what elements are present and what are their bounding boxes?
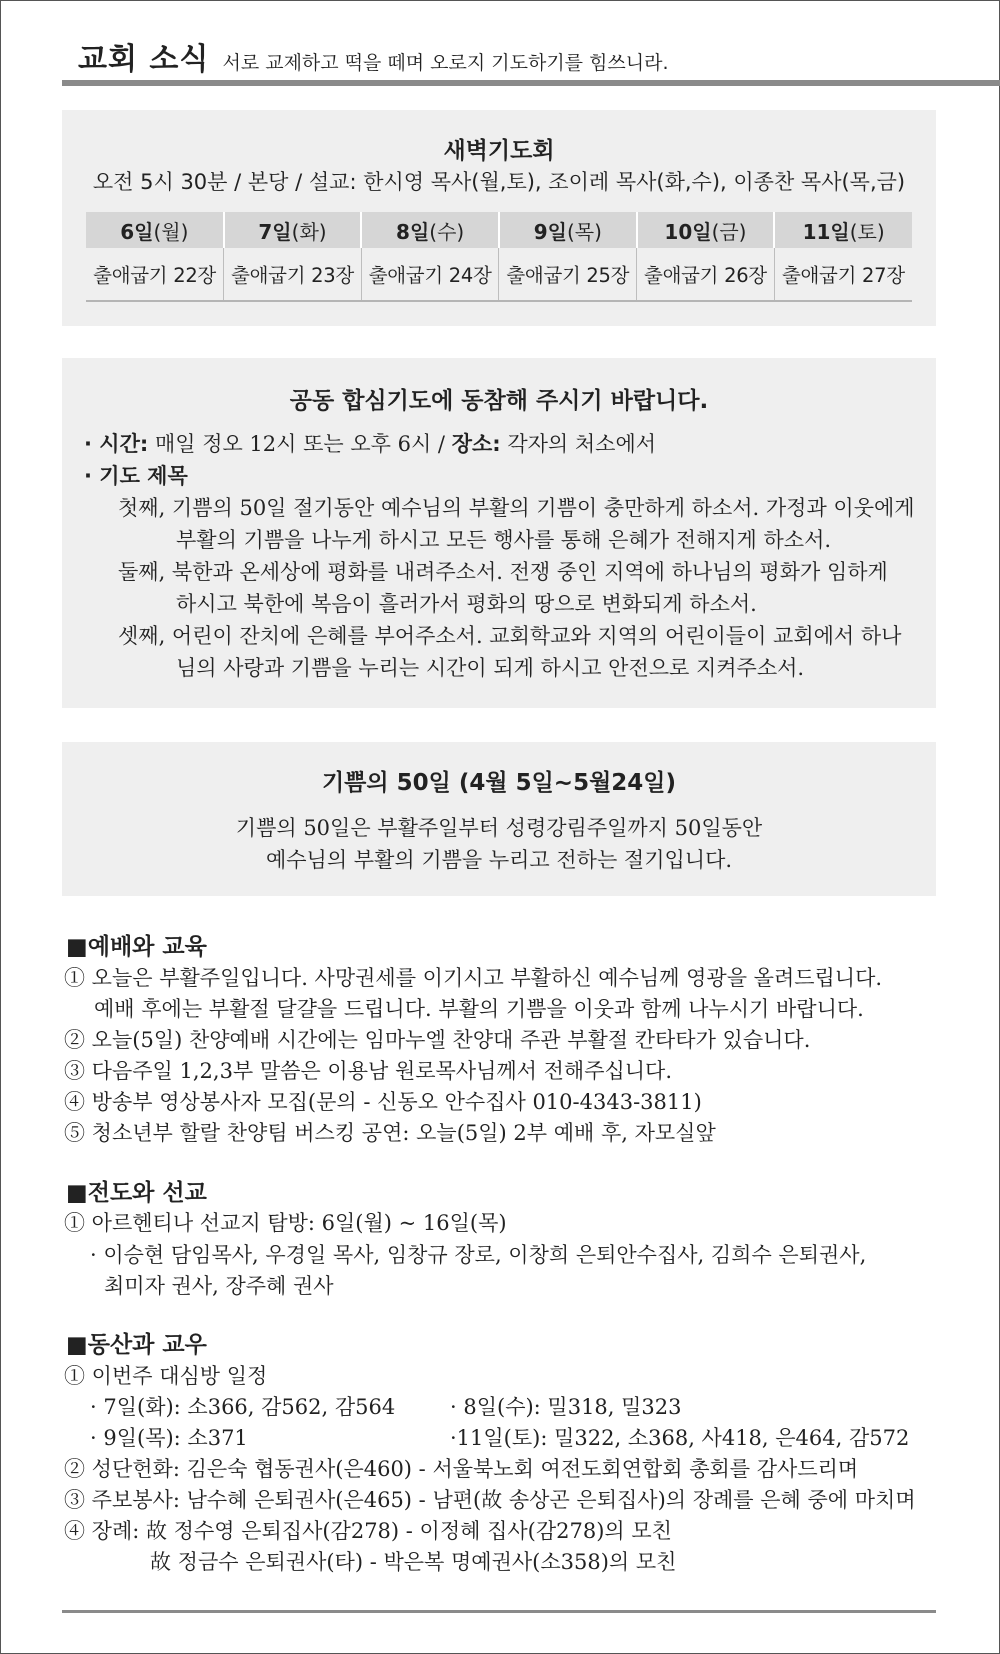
joint-prayer-title: 공동 합심기도에 동참해 주시기 바랍니다.: [289, 388, 709, 414]
schedule-day-header: 7일(화): [224, 212, 362, 248]
schedule-reading-cell: 출애굽기 22장: [86, 248, 224, 301]
fellowship-item-2: ② 성단헌화: 김은숙 협동권사(은460) - 서울북노회 여전도회연합회 총회를 감사드리며: [64, 1457, 859, 1481]
mission-members: · 이승현 담임목사, 우경일 목사, 임창규 장로, 이창희 은퇴안수집사, 김희수 은퇴권사,: [90, 1243, 867, 1267]
worship-item-1-cont: 예배 후에는 부활절 달걀을 드립니다. 부활의 기쁨을 이웃과 함께 나누시기 바랍니다.: [94, 997, 864, 1021]
fifty-days-desc-2: 예수님의 부활의 기쁨을 누리고 전하는 절기입니다.: [265, 848, 733, 872]
page-title: 교회 소식: [78, 42, 210, 77]
dawn-prayer-box: [62, 110, 936, 326]
schedule-header-row: [86, 212, 912, 248]
schedule-reading-cell: 출애굽기 25장: [499, 248, 637, 301]
schedule-reading-cell: 출애굽기 26장: [637, 248, 775, 301]
visit-schedule-tue: · 7일(화): 소366, 감562, 감564: [90, 1395, 396, 1419]
prayer-topic-3-cont: 님의 사랑과 기쁨을 누리는 시간이 되게 하시고 안전으로 지켜주소서.: [176, 656, 805, 680]
prayer-topic-1-cont: 부활의 기쁨을 나누게 하시고 모든 행사를 통해 은혜가 전해지게 하소서.: [176, 528, 832, 552]
schedule-reading-row: [86, 248, 912, 301]
mission-section-heading: ■전도와 선교: [66, 1180, 207, 1206]
schedule-day-header: 8일(수): [361, 212, 499, 248]
worship-item-3: ③ 다음주일 1,2,3부 말씀은 이용남 원로목사님께서 전해주십니다.: [64, 1059, 673, 1083]
mission-item-1: ① 아르헨티나 선교지 탐방: 6일(월) ~ 16일(목): [64, 1211, 507, 1235]
header-divider: [62, 80, 1000, 86]
page-subtitle: 서로 교제하고 떡을 떼며 오로지 기도하기를 힘쓰니라.: [222, 52, 669, 74]
fellowship-item-4: ④ 장례: 故 정수영 은퇴집사(감278) - 이정혜 집사(감278)의 모친: [64, 1519, 672, 1543]
joint-prayer-time-place: · 시간: 매일 정오 12시 또는 오후 6시 / 장소: 각자의 처소에서: [84, 432, 657, 456]
prayer-topic-1: 첫째, 기쁨의 50일 절기동안 예수님의 부활의 기쁨이 충만하게 하소서. 가정과 이웃에게: [118, 496, 915, 520]
fifty-days-desc-1: 기쁨의 50일은 부활주일부터 성령강림주일까지 50일동안: [235, 816, 763, 840]
worship-item-5: ⑤ 청소년부 할랄 찬양팀 버스킹 공연: 오늘(5일) 2부 예배 후, 자모실앞: [64, 1121, 716, 1145]
prayer-topic-2-cont: 하시고 북한에 복음이 흘러가서 평화의 땅으로 변화되게 하소서.: [176, 592, 757, 616]
page-header: [78, 34, 669, 78]
schedule-day-header: 11일(토): [774, 212, 912, 248]
schedule-day-header: 6일(월): [86, 212, 224, 248]
prayer-topic-3: 셋째, 어린이 잔치에 은혜를 부어주소서. 교회학교와 지역의 어린이들이 교회에서 하나: [118, 624, 902, 648]
mission-members-cont: 최미자 권사, 장주혜 권사: [104, 1274, 334, 1298]
fifty-days-box: [62, 742, 936, 896]
schedule-reading-cell: 출애굽기 23장: [224, 248, 362, 301]
worship-item-2: ② 오늘(5일) 찬양예배 시간에는 임마누엘 찬양대 주관 부활절 칸타타가 있습니다.: [64, 1028, 811, 1052]
fellowship-item-3: ③ 주보봉사: 남수혜 은퇴권사(은465) - 남편(故 송상곤 은퇴집사)의 장례를 은혜 중에 마치며: [64, 1488, 916, 1512]
dawn-prayer-title: 새벽기도회: [443, 138, 555, 164]
schedule-reading-cell: 출애굽기 24장: [361, 248, 499, 301]
visit-schedule-wed: · 8일(수): 밀318, 밀323: [450, 1395, 682, 1419]
visit-schedule-sat: ·11일(토): 밀322, 소368, 사418, 은464, 감572: [450, 1426, 910, 1450]
joint-prayer-box: [62, 358, 936, 708]
dawn-schedule-table: [86, 212, 912, 302]
prayer-topics-label: · 기도 제목: [84, 464, 188, 488]
fellowship-item-4-cont: 故 정금수 은퇴권사(타) - 박은복 명예권사(소358)의 모친: [150, 1550, 677, 1574]
worship-item-4: ④ 방송부 영상봉사자 모집(문의 - 신동오 안수집사 010-4343-3811): [64, 1090, 702, 1114]
schedule-day-header: 9일(목): [499, 212, 637, 248]
footer-divider: [62, 1610, 936, 1613]
schedule-reading-cell: 출애굽기 27장: [774, 248, 912, 301]
dawn-prayer-info: 오전 5시 30분 / 본당 / 설교: 한시영 목사(월,토), 조이레 목사(화,수), 이종찬 목사(목,금): [92, 170, 906, 194]
fellowship-item-1: ① 이번주 대심방 일정: [64, 1364, 268, 1388]
prayer-topic-2: 둘째, 북한과 온세상에 평화를 내려주소서. 전쟁 중인 지역에 하나님의 평화가 임하게: [118, 560, 888, 584]
fellowship-section-heading: ■동산과 교우: [66, 1332, 207, 1358]
worship-section-heading: ■예배와 교육: [66, 934, 207, 960]
schedule-day-header: 10일(금): [637, 212, 775, 248]
worship-item-1: ① 오늘은 부활주일입니다. 사망권세를 이기시고 부활하신 예수님께 영광을 올려드립니다.: [64, 966, 883, 990]
fifty-days-title: 기쁨의 50일 (4월 5일~5월24일): [321, 770, 677, 796]
visit-schedule-thu: · 9일(목): 소371: [90, 1426, 248, 1450]
